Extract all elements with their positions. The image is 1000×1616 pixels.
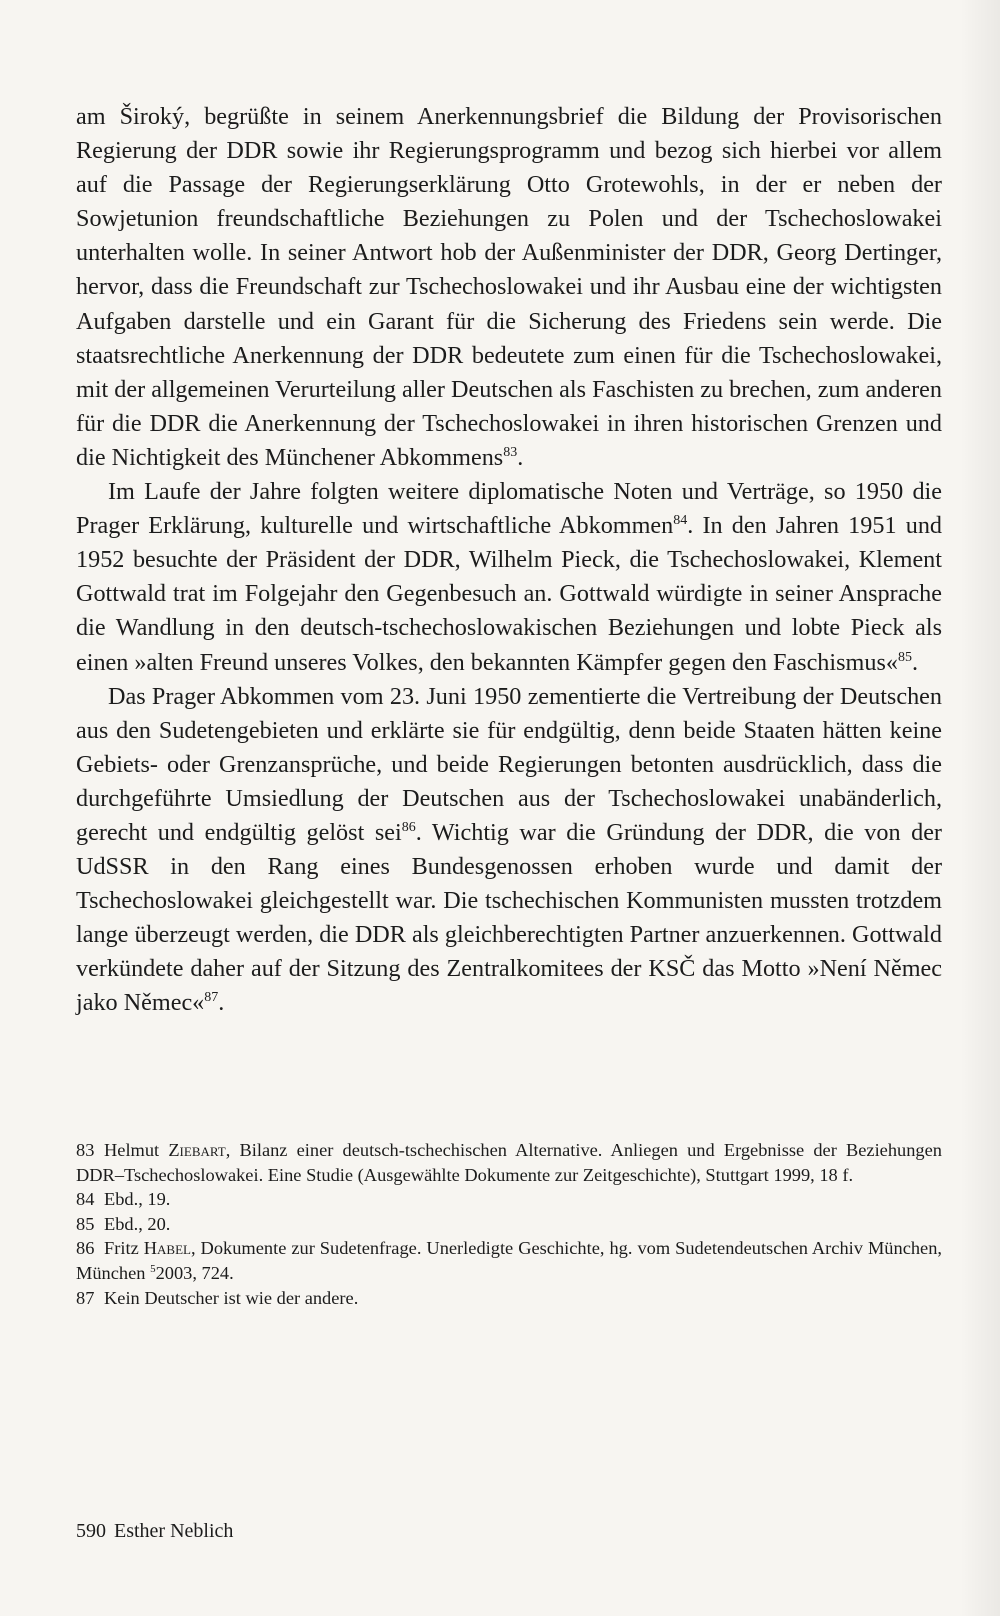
page-edge-shadow [960,0,1000,1616]
paragraph-2-mid: . In den Jahren 1951 und 1952 besuchte der Präsident der DDR, Wilhelm Pieck, die Tschechoslowakei, Klement Gottwald trat im Folgejahr den Gegenbesuch an. Gottwald würdigte in seiner Ansprache die Wandlung in den deutsch-tschechoslowakischen Beziehungen und lobte Pieck als einen »alten Freund unseres Volkes, den bekannten Kämpfer gegen den Faschismus« [76,512,943,676]
footnote-text: Ebd., 20. [104,1213,171,1234]
footnote-ref-87[interactable]: 87 [204,990,219,1006]
footnote-author-first: Fritz [104,1238,144,1259]
paragraph-1-tail: . [517,443,524,471]
footnote-author-first: Helmut [104,1140,169,1160]
footnote-text: Kein Deutscher ist wie der andere. [104,1287,359,1308]
footnote-ref-84[interactable]: 84 [673,513,688,529]
footnote-85 [76,1212,942,1237]
footnote-text-end: 2003, 724. [155,1262,234,1283]
footnote-text: Ebd., 19. [104,1189,171,1210]
main-text [76,100,942,1021]
footnote-ref-86[interactable]: 86 [401,819,416,835]
paragraph-3-tail: . [218,989,225,1017]
footnote-number: 86 [76,1238,95,1259]
footnote-number: 87 [76,1287,95,1308]
paragraph-3 [76,680,942,1021]
footnote-text: , Dokumente zur Sudetenfrage. Unerledigte Geschichte, hg. vom Sudetendeutschen Archiv München, München [76,1238,943,1283]
footnote-number: 85 [76,1213,95,1234]
page-footer [76,1518,233,1544]
paragraph-3-text: Das Prager Abkommen vom 23. Juni 1950 zementierte die Vertreibung der Deutschen aus den Sudetengebieten und erklärte sie für endgültig, denn beide Staaten hätten keine Gebiets- oder Grenzansprüche, und beide Regierungen betonten ausdrücklich, dass die durchgeführte Umsiedlung der Deutschen aus der Tschechoslowakei unabänderlich, gerecht und endgültig gelöst sei [76,682,942,846]
footnote-84 [76,1187,942,1212]
footnote-number: 83 [76,1140,95,1160]
footnote-ref-83[interactable]: 83 [503,444,518,460]
paragraph-1 [76,100,942,475]
footnotes-section [76,1138,942,1310]
paragraph-3-mid: . Wichtig war die Gründung der DDR, die von der UdSSR in den Rang eines Bundesgenossen erhoben wurde und damit der Tschechoslowakei gleichgestellt war. Die tschechischen Kommunisten mussten trotzdem lange überzeugt werden, die DDR als gleichberechtigten Partner anzuerkennen. Gottwald verkündete daher auf der Sitzung des Zentralkomitees der KSČ das Motto »Není Němec jako Němec« [76,818,942,1017]
running-footer-author: Esther Neblich [114,1520,234,1542]
paragraph-1-text: am Široký, begrüßte in seinem Anerkennungsbrief die Bildung der Provisorischen Regierung der DDR sowie ihr Regierungsprogramm und bezog sich hierbei vor allem auf die Passage der Regierungserklärung Otto Grotewohls, in der er neben der Sowjetunion freundschaftliche Beziehungen zu Polen und der Tschechoslowakei unterhalten wolle. In seiner Antwort hob der Außenminister der DDR, Georg Dertinger, hervor, dass die Freundschaft zur Tschechoslowakei und ihr Ausbau eine der wichtigsten Aufgaben darstelle und ein Garant für die Sicherung des Friedens sein werde. Die staatsrechtliche Anerkennung der DDR bedeutete zum einen für die Tschechoslowakei, mit der allgemeinen Verurteilung aller Deutschen als Faschisten zu brechen, zum anderen für die DDR die Anerkennung der Tschechoslowakei in ihren historischen Grenzen und die Nichtigkeit des Münchener Abkommens [76,103,942,471]
paragraph-2 [76,475,942,680]
paragraph-2-tail: . [911,648,918,676]
footnote-83 [76,1138,942,1187]
footnote-author-last: Habel [143,1238,191,1259]
footnote-87 [76,1286,942,1311]
footnote-author-last: Ziebart [168,1140,226,1160]
paragraph-2-text: Im Laufe der Jahre folgten weitere diplomatische Noten und Verträge, so 1950 die Prager Erklärung, kulturelle und wirtschaftliche Abkommen [76,478,942,540]
footnote-number: 84 [76,1189,95,1210]
footnote-ref-85[interactable]: 85 [897,649,912,665]
footnote-text: , Bilanz einer deutsch-tschechischen Alternative. Anliegen und Ergebnisse der Beziehungen DDR–Tschechoslowakei. Eine Studie (Ausgewählte Dokumente zur Zeitgeschichte), Stuttgart 1999, 18 f. [76,1140,942,1185]
edition-superscript: 5 [150,1262,156,1275]
page-number: 590 [76,1520,106,1542]
footnote-86 [76,1236,942,1285]
